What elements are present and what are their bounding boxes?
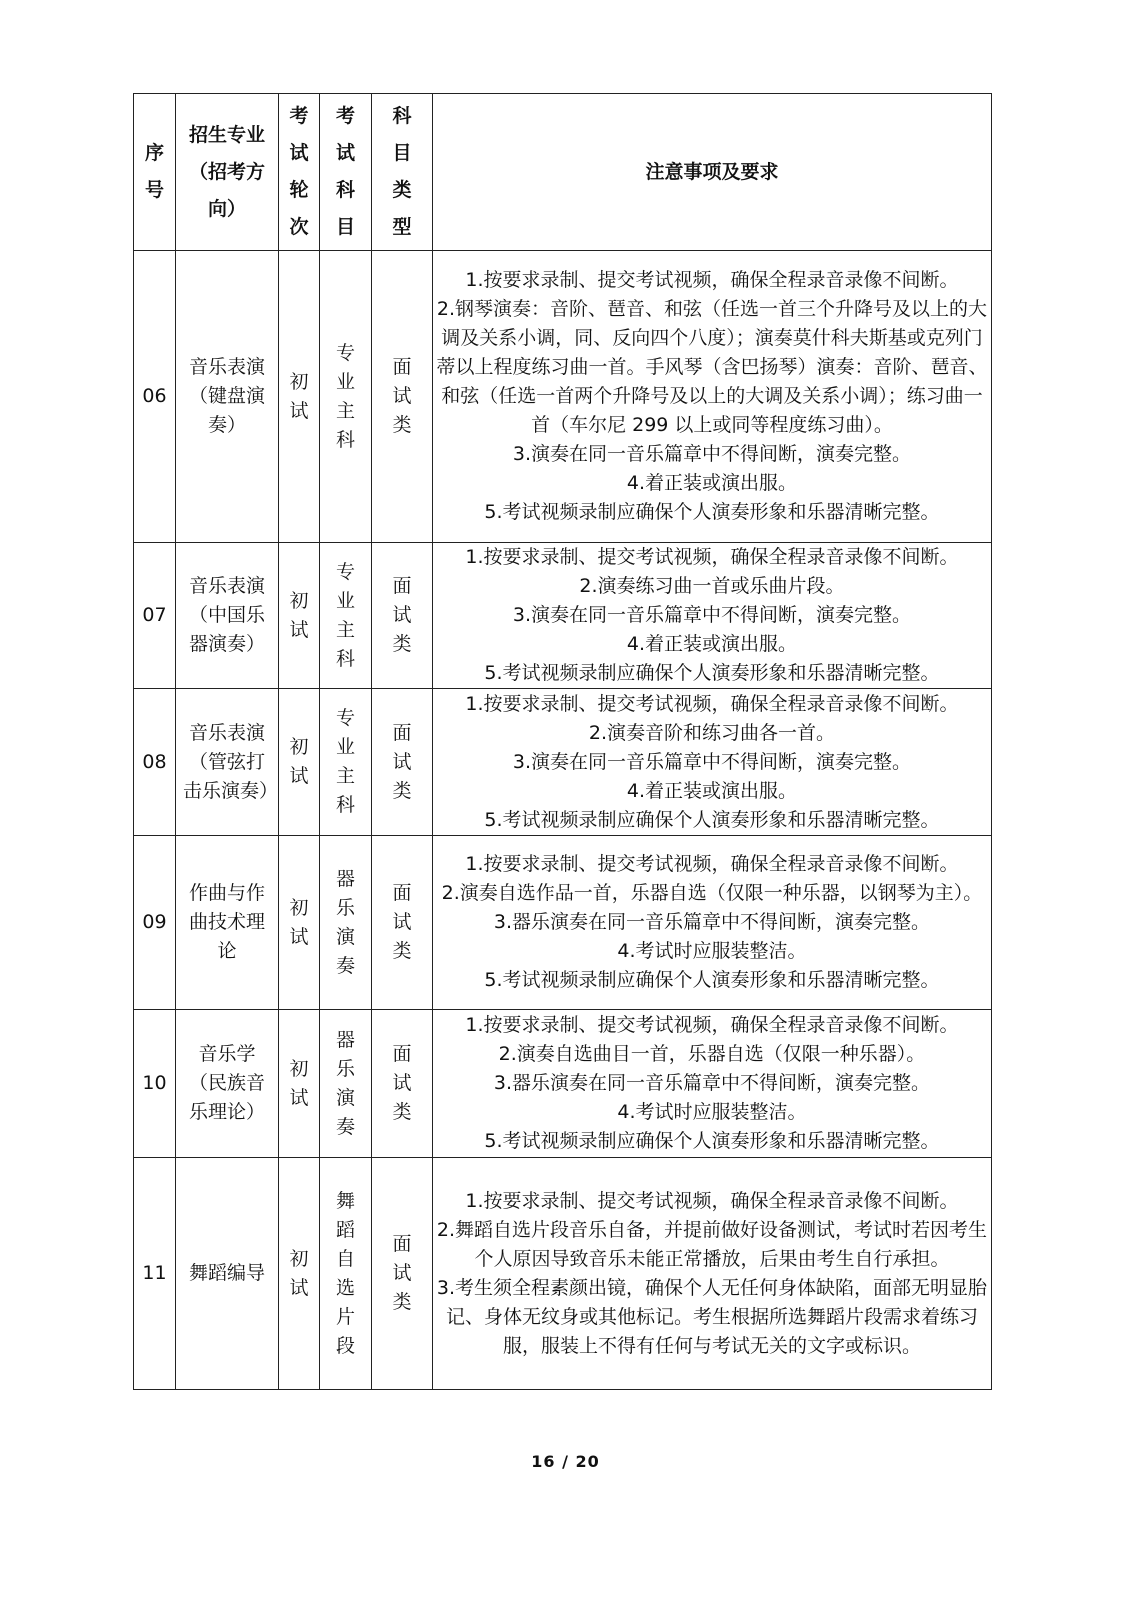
row-round: 初试 xyxy=(279,689,320,836)
header-type: 科目类型 xyxy=(372,94,433,251)
row-round: 初试 xyxy=(279,1158,320,1390)
note-line: 1.按要求录制、提交考试视频，确保全程录音录像不间断。 xyxy=(465,269,959,291)
header-major: 招生专业（招考方向） xyxy=(176,94,279,251)
note-line: 3.演奏在同一音乐篇章中不得间断，演奏完整。 xyxy=(512,604,912,626)
note-line: 4.考试时应服装整洁。 xyxy=(617,1101,807,1123)
header-notes: 注意事项及要求 xyxy=(433,94,992,251)
row-subject: 舞蹈自选片段 xyxy=(320,1158,372,1390)
row-major: 音乐表演（中国乐器演奏） xyxy=(176,543,279,689)
row-round: 初试 xyxy=(279,251,320,543)
row-subject: 器乐演奏 xyxy=(320,1010,372,1158)
note-line: 1.按要求录制、提交考试视频，确保全程录音录像不间断。 xyxy=(465,1189,959,1212)
header-seq: 序号 xyxy=(134,94,176,251)
row-seq: 06 xyxy=(134,251,176,543)
note-line: 3.考生须全程素颜出镜，确保个人无任何身体缺陷，面部无明显胎记、身体无纹身或其他标记。考生根据所选舞蹈片段需求着练习服，服装上不得有任何与考试无关的文字或标识。 xyxy=(436,1276,988,1357)
row-round: 初试 xyxy=(279,543,320,689)
note-line: 4.着正装或演出服。 xyxy=(626,779,798,802)
page-number: 16 / 20 xyxy=(531,1452,600,1471)
row-notes xyxy=(433,1010,992,1158)
row-type: 面试类 xyxy=(372,251,433,543)
header-row xyxy=(134,94,992,251)
exam-requirements-table xyxy=(133,93,992,1390)
header-subject: 考试科目 xyxy=(320,94,372,251)
row-major: 作曲与作曲技术理论 xyxy=(176,836,279,1010)
row-seq: 08 xyxy=(134,689,176,836)
row-seq: 11 xyxy=(134,1158,176,1390)
note-line: 2.钢琴演奏：音阶、琶音、和弦（任选一首三个升降号及以上的大调及关系小调，同、反向四个八度）；演奏莫什科夫斯基或克列门蒂以上程度练习曲一首。手风琴（含巴扬琴）演奏：音阶、琶音、和弦（任选一首两个升降号及以上的大调及关系小调）；练习曲一首（车尔尼 299 以上或同等程度练习曲）。 xyxy=(436,298,988,436)
row-major: 音乐表演（键盘演奏） xyxy=(176,251,279,543)
note-line: 5.考试视频录制应确保个人演奏形象和乐器清晰完整。 xyxy=(484,501,940,523)
note-line: 3.器乐演奏在同一音乐篇章中不得间断，演奏完整。 xyxy=(493,1072,931,1094)
note-line: 1.按要求录制、提交考试视频，确保全程录音录像不间断。 xyxy=(465,1014,959,1036)
row-subject: 专业主科 xyxy=(320,543,372,689)
row-round: 初试 xyxy=(279,1010,320,1158)
note-line: 4.考试时应服装整洁。 xyxy=(617,940,807,962)
note-line: 2.演奏自选作品一首，乐器自选（仅限一种乐器，以钢琴为主）。 xyxy=(441,882,983,904)
row-subject: 专业主科 xyxy=(320,689,372,836)
note-line: 1.按要求录制、提交考试视频，确保全程录音录像不间断。 xyxy=(465,853,959,875)
row-major: 音乐学（民族音乐理论） xyxy=(176,1010,279,1158)
row-type: 面试类 xyxy=(372,1158,433,1390)
row-subject: 专业主科 xyxy=(320,251,372,543)
table-row xyxy=(134,251,992,543)
note-line: 5.考试视频录制应确保个人演奏形象和乐器清晰完整。 xyxy=(484,969,940,991)
table-row xyxy=(134,1158,992,1390)
note-line: 5.考试视频录制应确保个人演奏形象和乐器清晰完整。 xyxy=(484,1130,940,1152)
note-line: 4.着正装或演出服。 xyxy=(626,633,798,655)
row-subject: 器乐演奏 xyxy=(320,836,372,1010)
table-row xyxy=(134,543,992,689)
row-round: 初试 xyxy=(279,836,320,1010)
row-notes xyxy=(433,689,992,836)
row-type: 面试类 xyxy=(372,543,433,689)
row-type: 面试类 xyxy=(372,1010,433,1158)
note-line: 1.按要求录制、提交考试视频，确保全程录音录像不间断。 xyxy=(465,546,959,568)
note-line: 3.演奏在同一音乐篇章中不得间断，演奏完整。 xyxy=(512,750,912,773)
note-line: 3.器乐演奏在同一音乐篇章中不得间断，演奏完整。 xyxy=(493,911,931,933)
row-seq: 07 xyxy=(134,543,176,689)
row-major: 音乐表演（管弦打击乐演奏） xyxy=(176,689,279,836)
table-row xyxy=(134,689,992,836)
note-line: 2.演奏练习曲一首或乐曲片段。 xyxy=(579,575,845,597)
row-notes xyxy=(433,836,992,1010)
note-line: 4.着正装或演出服。 xyxy=(626,472,798,494)
note-line: 3.演奏在同一音乐篇章中不得间断，演奏完整。 xyxy=(512,443,912,465)
row-seq: 10 xyxy=(134,1010,176,1158)
note-line: 2.舞蹈自选片段音乐自备，并提前做好设备测试，考试时若因考生个人原因导致音乐未能正常播放，后果由考生自行承担。 xyxy=(436,1218,988,1270)
row-type: 面试类 xyxy=(372,836,433,1010)
note-line: 2.演奏自选曲目一首，乐器自选（仅限一种乐器）。 xyxy=(498,1043,926,1065)
row-notes xyxy=(433,251,992,543)
row-major: 舞蹈编导 xyxy=(176,1158,279,1390)
row-notes xyxy=(433,543,992,689)
note-line: 5.考试视频录制应确保个人演奏形象和乐器清晰完整。 xyxy=(484,662,940,684)
row-type: 面试类 xyxy=(372,689,433,836)
note-line: 1.按要求录制、提交考试视频，确保全程录音录像不间断。 xyxy=(465,692,959,715)
note-line: 5.考试视频录制应确保个人演奏形象和乐器清晰完整。 xyxy=(484,808,940,831)
table-row xyxy=(134,1010,992,1158)
note-line: 2.演奏音阶和练习曲各一首。 xyxy=(588,721,836,744)
table-row xyxy=(134,836,992,1010)
row-notes xyxy=(433,1158,992,1390)
header-round: 考试轮次 xyxy=(279,94,320,251)
row-seq: 09 xyxy=(134,836,176,1010)
